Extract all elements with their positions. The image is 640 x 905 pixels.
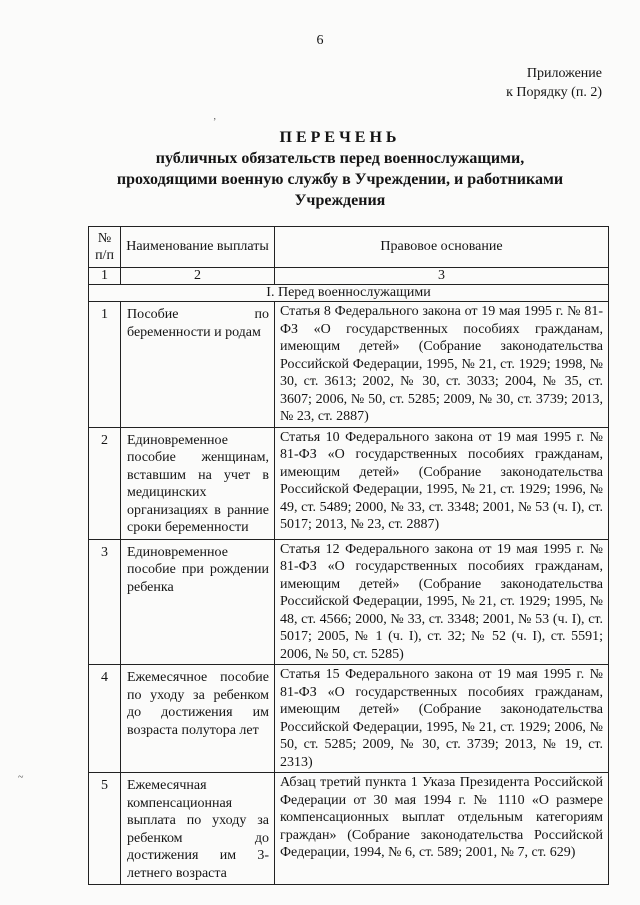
row-name: Пособие по беременности и родам (121, 302, 275, 428)
col-number-3: 3 (275, 268, 609, 285)
page-number: 6 (316, 33, 324, 48)
title-line-1: ПЕРЕЧЕНЬ (279, 129, 401, 146)
column-number-row (89, 268, 609, 285)
section-row (89, 285, 609, 302)
header-name: Наименование выплаты (121, 227, 275, 268)
col-number-1: 1 (89, 268, 121, 285)
title-line-4: Учреждения (294, 192, 386, 209)
header-basis: Правовое основание (275, 227, 609, 268)
row-basis: Абзац третий пункта 1 Указа Президента Российской Федерации от 30 мая 1994 г. № 1110 «О размере компенсационных выплат отдельным категориям граждан» (Собрание законодательства Российской Федерации, 1994, № 6, ст. 589; 2001, № 7, ст. 629) (275, 773, 609, 885)
table-header-row (89, 227, 609, 268)
row-num: 3 (89, 539, 121, 665)
row-basis: Статья 8 Федерального закона от 19 мая 1995 г. № 81-ФЗ «О государственных пособиях гражданам, имеющим детей» (Собрание законодательства Российской Федерации, 1995, № 21, ст. 1929; 1998, № 30, ст. 3613; 2002, № 30, ст. 3033; 2004, № 35, ст. 3607; 2006, № 50, ст. 5285; 2009, № 30, ст. 3739; 2013, № 23, ст. 2887) (275, 302, 609, 428)
row-num: 1 (89, 302, 121, 428)
scan-speck: ’ (213, 117, 217, 128)
appendix-line-2: к Порядку (п. 2) (506, 85, 602, 100)
row-num: 5 (89, 773, 121, 885)
row-basis: Статья 10 Федерального закона от 19 мая 1995 г. № 81-ФЗ «О государственных пособиях гражданам, имеющим детей» (Собрание законодательства Российской Федерации, 1995, № 21, ст. 1929; 1996, № 49, ст. 5489; 2000, № 33, ст. 3348; 2001, № 53 (ч. I), ст. 5017; 2013, № 23, ст. 2887) (275, 427, 609, 539)
row-basis: Статья 12 Федерального закона от 19 мая 1995 г. № 81-ФЗ «О государственных пособиях гражданам, имеющим детей» (Собрание законодательства Российской Федерации, 1995, № 21, ст. 1929; 1995, № 48, ст. 4566; 2000, № 33, ст. 3348; 2001, № 53 (ч. I), ст. 5017; 2005, № 1 (ч. I), ст. 32; № 52 (ч. I), ст. 5591; 2006, № 50, ст. 5285) (275, 539, 609, 665)
row-name: Ежемесячная компенсационная выплата по уходу за ребенком до достижения им 3-летнего возраста (121, 773, 275, 885)
appendix-note (506, 64, 602, 102)
row-name: Ежемесячное пособие по уходу за ребенком до достижения им возраста полутора лет (121, 665, 275, 773)
col-number-2: 2 (121, 268, 275, 285)
table-row (89, 302, 609, 428)
appendix-line-1: Приложение (526, 66, 602, 81)
table-row (89, 427, 609, 539)
title-line-2: публичных обязательств перед военнослужащими, (155, 150, 525, 167)
obligations-table (88, 226, 609, 885)
row-num: 4 (89, 665, 121, 773)
table-row (89, 539, 609, 665)
row-num: 2 (89, 427, 121, 539)
title-line-3: проходящими военную службу в Учреждении, и работниками (116, 171, 564, 188)
row-name: Единовременное пособие женщинам, вставшим на учет в медицинских организациях в ранние сроки беременности (121, 427, 275, 539)
header-num: № п/п (89, 227, 121, 268)
table-row (89, 773, 609, 885)
document-title (60, 127, 620, 211)
row-name: Единовременное пособие при рождении ребенка (121, 539, 275, 665)
section-title: I. Перед военнослужащими (89, 285, 609, 302)
table-row (89, 665, 609, 773)
scan-speck: ~ (18, 772, 24, 783)
row-basis: Статья 15 Федерального закона от 19 мая 1995 г. № 81-ФЗ «О государственных пособиях гражданам, имеющим детей» (Собрание законодательства Российской Федерации, 1995, № 21, ст. 1929; 2006, № 50, ст. 5285; 2009, № 30, ст. 3739; 2013, № 19, ст. 2313) (275, 665, 609, 773)
